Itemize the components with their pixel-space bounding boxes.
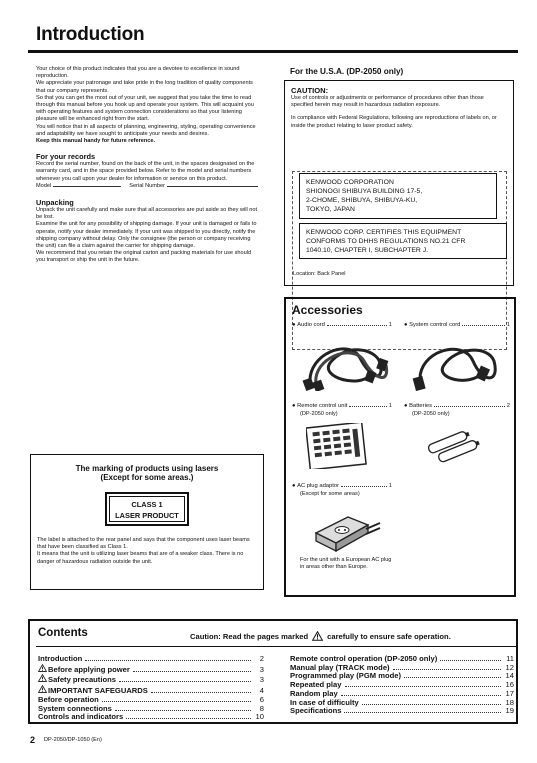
toc-entry-page: 8 — [259, 703, 264, 713]
records-fields — [36, 183, 258, 190]
kenwood-line-3: 2-CHOME, SHIBUYA, SHIBUYA-KU, — [306, 197, 418, 204]
toc-entry — [290, 707, 514, 716]
toc-entry-page: 4 — [259, 686, 264, 696]
toc-entry-page: 6 — [259, 694, 264, 704]
toc-entry-page: 18 — [505, 697, 514, 707]
warning-triangle-icon — [38, 685, 47, 693]
certify-line-1: KENWOOD CORP. CERTIFIES THIS EQUIPMENT — [306, 229, 462, 236]
page-title: Introduction — [36, 24, 145, 45]
warning-triangle-icon — [38, 664, 47, 672]
intro-section — [36, 66, 258, 265]
ac-adaptor-label: AC plug adaptor — [297, 483, 340, 489]
footer-page-number: 2 — [30, 735, 36, 745]
toc-entry-label: IMPORTANT SAFEGUARDS — [48, 686, 148, 696]
system-cord-image — [408, 333, 508, 391]
title-rule — [28, 50, 518, 53]
remote-qty: 1 — [388, 403, 392, 409]
unpacking-heading: Unpacking — [36, 198, 74, 208]
batteries-image — [426, 431, 486, 463]
accessories-heading: Accessories — [292, 303, 363, 317]
batteries-sub: (DP-2050 only) — [412, 411, 450, 417]
class1-label — [105, 492, 189, 526]
unpacking-paragraph-1: Unpack the unit carefully and make sure that all accessories are put aside so they will not be lost. — [36, 207, 258, 221]
model-blank — [53, 186, 121, 187]
records-heading: For your records — [36, 152, 96, 162]
footer-model: DP-2050/DP-1050 (En) — [44, 737, 102, 743]
caution-body: Use of controls or adjustments or performance of procedures other than those specified herein may result in hazardous radiation exposure. — [291, 95, 484, 109]
toc-entry-label: Repeated play — [290, 680, 342, 690]
system-cord-item: ● System control cord 1 — [404, 322, 510, 328]
toc-entry-page: 3 — [259, 675, 264, 685]
toc-entry — [38, 655, 264, 664]
caution-title: CAUTION: — [291, 86, 329, 95]
toc-entry-label: Manual play (TRACK mode) — [290, 662, 390, 672]
remote-sub: (DP-2050 only) — [300, 411, 338, 417]
toc-entry — [38, 713, 264, 722]
contents-caution — [190, 631, 451, 641]
batteries-qty: 2 — [506, 403, 510, 409]
toc-left-column — [38, 655, 264, 722]
certify-line-3: 1040.10, CHAPTER I, SUBCHAPTER J. — [306, 247, 429, 254]
toc-entry-label: Introduction — [38, 654, 83, 663]
toc-right-column — [290, 655, 514, 716]
laser-body-2: It means that the unit is utilizing laser beams that are of a weaker class. There is no danger of hazardous radiation outside the unit. — [37, 551, 244, 565]
laser-heading: The marking of products using lasers — [75, 464, 219, 473]
serial-blank — [167, 186, 258, 187]
toc-entry-label: Random play — [290, 688, 338, 698]
toc-entry-label: In case of difficulty — [290, 697, 359, 707]
kenwood-address-label — [299, 173, 497, 219]
usa-heading: For the U.S.A. (DP-2050 only) — [290, 67, 404, 76]
contents-heading: Contents — [38, 627, 88, 639]
remote-item: ● Remote control unit 1 — [292, 403, 392, 409]
remote-image — [306, 423, 368, 469]
ac-adaptor-qty: 1 — [388, 483, 392, 489]
toc-entry-page: 14 — [505, 671, 514, 681]
kenwood-line-4: TOKYO, JAPAN — [306, 206, 355, 213]
system-cord-label: System control cord — [409, 322, 461, 328]
ac-adaptor-sub: (Except for some areas) — [300, 491, 360, 497]
class1-label-line2: LASER PRODUCT — [115, 511, 179, 520]
ac-adaptor-item: ● AC plug adaptor 1 — [292, 483, 392, 489]
warning-triangle-icon — [38, 674, 47, 682]
toc-entry-page: 16 — [505, 680, 514, 690]
intro-paragraph-2: We appreciate your patronage and take pride in the long tradition of quality components that our company represents. — [36, 80, 253, 94]
toc-entry-label: System connections — [38, 703, 112, 713]
certify-line-2: CONFORMS TO DHHS REGULATIONS NO.21 CFR — [306, 238, 466, 245]
system-cord-qty: 1 — [506, 322, 510, 328]
audio-cord-qty: 1 — [388, 322, 392, 328]
toc-entry — [38, 664, 264, 675]
intro-keep-manual: Keep this manual handy for future reference. — [36, 138, 156, 145]
toc-entry-page: 3 — [259, 664, 264, 674]
laser-body-1: The label is attached to the rear panel and says that the component uses laser beams that have been classified as Class 1. — [37, 537, 250, 551]
batteries-label: Batteries — [409, 403, 433, 409]
laser-subheading: (Except for some areas.) — [100, 473, 194, 482]
ac-adaptor-image — [308, 503, 384, 555]
class1-label-line1: CLASS 1 — [131, 500, 163, 509]
warning-triangle-icon — [312, 631, 323, 641]
label-location: Location: Back Panel — [293, 271, 346, 277]
laser-marking-box — [30, 454, 264, 590]
toc-entry-label: Programmed play (PGM mode) — [290, 671, 401, 681]
toc-entry-page: 10 — [255, 712, 264, 722]
usa-caution-box — [284, 80, 514, 286]
toc-entry-label: Safety precautions — [48, 675, 116, 685]
toc-entry-label: Before operation — [38, 694, 99, 704]
toc-entry-page: 11 — [506, 654, 514, 663]
accessories-box — [284, 297, 516, 597]
audio-cord-label: Audio cord — [297, 322, 325, 328]
toc-entry-label: Controls and indicators — [38, 712, 124, 722]
serial-label: Serial Number — [129, 182, 166, 189]
toc-entry-label: Remote control operation (DP-2050 only) — [290, 654, 438, 663]
ac-adaptor-note: For the unit with a European AC plug in areas other than Europe. — [300, 557, 392, 570]
compliance-text: In compliance with Federal Regulations, following are reproductions of labels on, or inside the product relating to laser product safety. — [291, 115, 497, 129]
contents-box — [28, 619, 518, 724]
toc-entry-page: 19 — [505, 706, 514, 716]
toc-entry-page: 17 — [505, 688, 514, 698]
remote-label: Remote control unit — [297, 403, 348, 409]
toc-entry-page: 12 — [505, 662, 514, 672]
intro-paragraph-4: You will notice that in all aspects of planning, engineering, styling, operating convenience and adaptability we have sought to anticipate your needs and desires. — [36, 123, 256, 137]
audio-cord-image — [300, 333, 396, 391]
unpacking-paragraph-3: We recommend that you retain the original carton and packing materials for use should you transport or ship the unit in the future. — [36, 250, 252, 264]
records-body: Record the serial number, found on the back of the unit, in the spaces designated on the warranty card, and in the space provided below. Refer to the model and serial numbers whenever you call upon your dealer for information or service on this product. — [36, 161, 255, 182]
toc-entry-page: 2 — [259, 654, 264, 663]
toc-entry-label: Before applying power — [48, 664, 130, 674]
batteries-item: ● Batteries 2 — [404, 403, 510, 409]
kenwood-line-1: KENWOOD CORPORATION — [306, 179, 394, 186]
toc-entry-label: Specifications — [290, 706, 342, 716]
toc-entry — [38, 674, 264, 685]
contents-caution-post: carefully to ensure safe operation. — [327, 631, 451, 641]
model-label: Model — [36, 182, 52, 189]
intro-paragraph-1: Your choice of this product indicates that you are a devotee to excellence in sound reproduction. — [36, 66, 240, 80]
intro-paragraph-3: So that you can get the most out of your unit, we suggest that you take the time to read through this manual before you hook up and operate your system. This will acquaint you with operating features and system connection considerations so that your listening pleasure will be enhanced right from the start. — [36, 94, 254, 123]
kenwood-line-2: SHIONOGI SHIBUYA BUILDING 17-5, — [306, 188, 423, 195]
dhhs-certify-label — [299, 223, 507, 259]
contents-caution-pre: Caution: Read the pages marked — [190, 631, 309, 641]
unpacking-paragraph-2: Examine the unit for any possibility of shipping damage. If your unit is damaged or fails to operate, notify your dealer immediately. If your unit was shipped to you directly, notify the shipping company without delay. Only the consignee (the person or company receiving the unit) can file a claim against the carrier for shipping damage. — [36, 221, 257, 250]
audio-cord-item: ● Audio cord 1 — [292, 322, 392, 328]
